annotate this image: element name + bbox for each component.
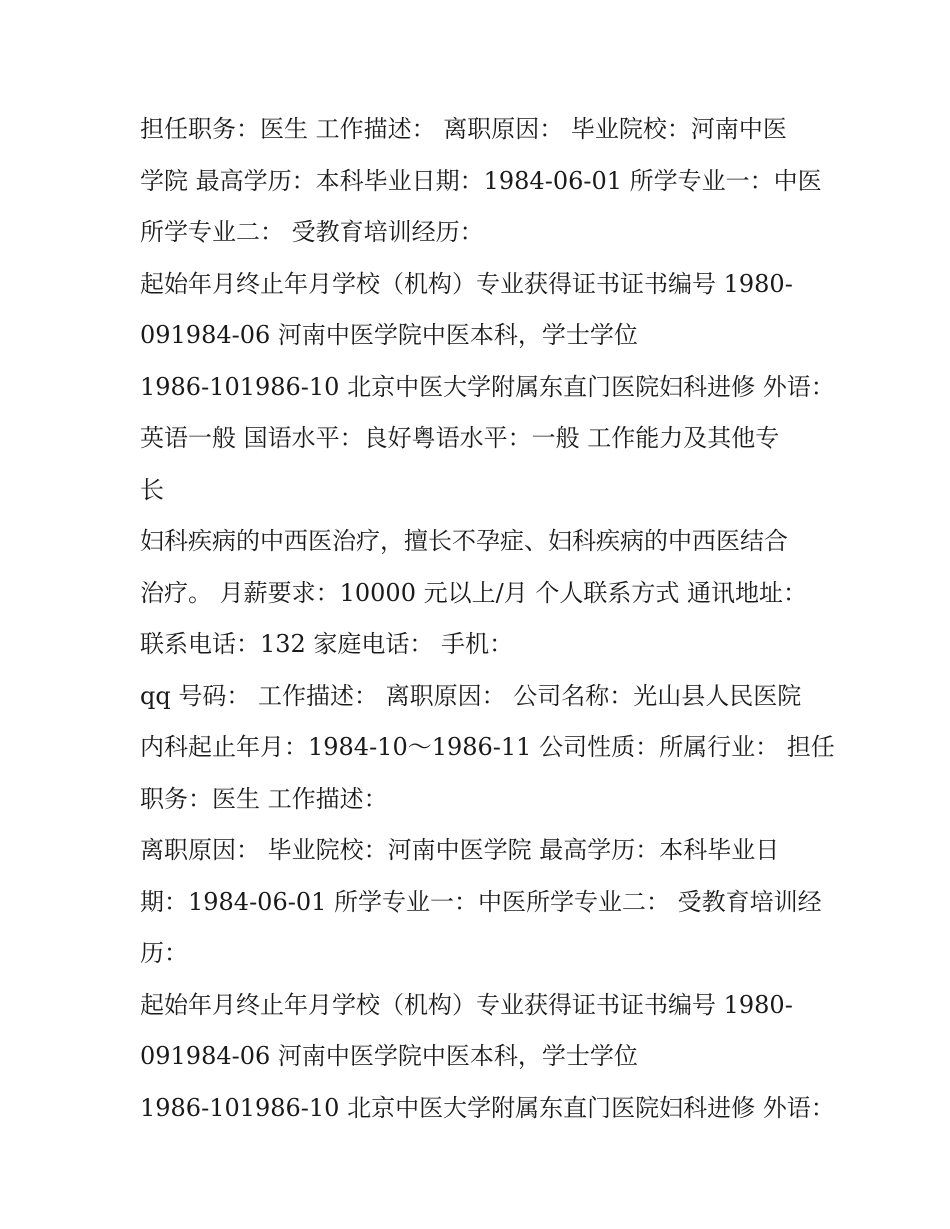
text-line: 1986-101986-10 北京中医大学附属东直门医院妇科进修 外语： <box>140 1093 835 1122</box>
text-line: 学院 最高学历：本科毕业日期：1984-06-01 所学专业一：中医 <box>140 166 822 195</box>
text-line: 妇科疾病的中西医治疗，擅长不孕症、妇科疾病的中西医结合 <box>140 527 788 555</box>
text-line: 091984-06 河南中医学院中医本科，学士学位 <box>140 321 638 349</box>
text-line: 离职原因： 毕业院校：河南中医学院 最高学历：本科毕业日 <box>140 836 780 864</box>
text-line: 长 <box>140 475 164 504</box>
text-line: 治疗。 月薪要求：10000 元以上/月 个人联系方式 通讯地址： <box>140 578 807 607</box>
text-line: 1986-101986-10 北京中医大学附属东直门医院妇科进修 外语： <box>140 372 835 401</box>
text-line: 担任职务：医生 工作描述： 离职原因： 毕业院校：河南中医 <box>140 115 787 143</box>
text-line: 091984-06 河南中医学院中医本科，学士学位 <box>140 1042 638 1070</box>
text-line: 历： <box>140 939 188 967</box>
text-line: 英语一般 国语水平：良好粤语水平：一般 工作能力及其他专 <box>140 424 780 452</box>
document-body <box>140 104 835 1134</box>
text-line: 起始年月终止年月学校（机构）专业获得证书证书编号 1980- <box>140 269 793 298</box>
text-line: 期：1984-06-01 所学专业一：中医所学专业二： 受教育培训经 <box>140 887 822 916</box>
text-line: 起始年月终止年月学校（机构）专业获得证书证书编号 1980- <box>140 990 793 1019</box>
text-line: 所学专业二： 受教育培训经历： <box>140 218 484 246</box>
text-line: 内科起止年月：1984-10～1986-11 公司性质：所属行业： 担任 <box>140 733 835 761</box>
text-line: 联系电话：132 家庭电话： 手机： <box>140 630 514 658</box>
text-line: qq 号码： 工作描述： 离职原因： 公司名称：光山县人民医院 <box>140 681 802 710</box>
text-line: 职务：医生 工作描述： <box>140 784 388 813</box>
